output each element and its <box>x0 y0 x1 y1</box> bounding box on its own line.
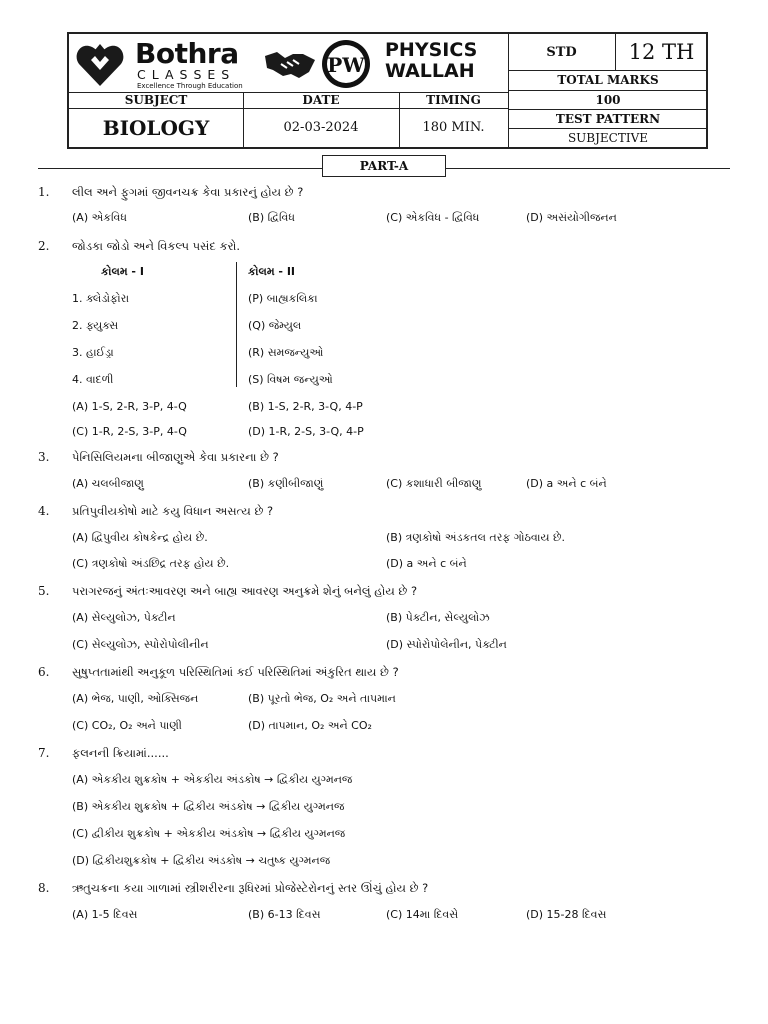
question-text: લીલ અને ફુગમાં જીવનચક્ર કેવા પ્રકારનું હોય છે ? <box>72 185 304 199</box>
option: (D) a અને c બંને <box>526 477 607 490</box>
handshake-icon <box>263 46 317 82</box>
column-heading: કોલમ - I <box>101 265 144 278</box>
match-right-item: (S) વિષમ જન્યુઓ <box>248 373 333 386</box>
match-right-item: (R) સમજન્યુઓ <box>248 346 324 359</box>
option: (B) પૂરતો ભેજ, O₂ અને તાપમાન <box>248 692 396 705</box>
option: (B) ત્રણકોષો અંડકતલ તરફ ગોઠવાય છે. <box>386 531 565 544</box>
question-text: પરાગરજનું અંતઃઆવરણ અને બાહ્ય આવરણ અનુક્રમે શેનું બનેલું હોય છે ? <box>72 584 418 598</box>
question-text: સુષુપ્તતામાંથી અનુકૂળ પરિસ્થિતિમાં કઈ પરિસ્થિતિમાં અંકુરિત થાય છે ? <box>72 665 399 679</box>
test-pattern-label: TEST PATTERN <box>555 111 661 126</box>
date-value: 02-03-2024 <box>283 120 359 135</box>
option: (D) દ્વિકીયશુક્રકોષ + દ્વિકીય અંડકોષ → ચતુષ્ક યુગ્મનજ <box>72 854 331 867</box>
question-number: 7. <box>38 746 50 760</box>
total-marks-value: 100 <box>595 92 621 107</box>
timing-label: TIMING <box>426 93 481 107</box>
match-right-item: (P) બાહ્યકલિકા <box>248 292 318 305</box>
question-text: જોડકા જોડો અને વિકલ્પ પસંદ કરો. <box>72 239 241 253</box>
option: (C) દ્વીકીય શુક્રકોષ + એકકીય અંડકોષ → દ્વિકીય યુગ્મનજ <box>72 827 346 840</box>
option: (C) 14મા દિવસે <box>386 908 459 921</box>
option: (B) 1-S, 2-R, 3-Q, 4-P <box>248 400 363 413</box>
question-number: 3. <box>38 450 50 464</box>
option: (B) 6-13 દિવસ <box>248 908 321 921</box>
question-number: 1. <box>38 185 50 199</box>
question-text: ફલનની ક્રિયામાં...... <box>72 746 169 760</box>
option: (C) એકવિધ - દ્વિવિધ <box>386 211 480 224</box>
question-number: 5. <box>38 584 50 598</box>
brand-name: Bothra <box>135 37 239 70</box>
match-left-item: 3. હાઈડ્રા <box>72 346 114 359</box>
question-number: 2. <box>38 239 50 253</box>
option: (A) 1-5 દિવસ <box>72 908 138 921</box>
question-text: ઋતુચક્રના કયા ગાળામાં સ્ત્રીશરીરના રૂધિરમાં પ્રોજેસ્ટેરોનનું સ્તર ઊંચું હોય છે ? <box>72 881 429 895</box>
option: (C) સેલ્યુલોઝ, સ્પોરોપોલીનીન <box>72 638 209 651</box>
pw-emblem-text: PW <box>327 53 365 77</box>
option: (C) ત્રણકોષો અંડછિદ્ર તરફ હોય છે. <box>72 557 230 570</box>
option: (A) સેલ્યુલોઝ, પેક્ટીન <box>72 611 176 624</box>
option: (A) દ્વિપુવીય કોષકેન્દ્ર હોય છે. <box>72 531 208 544</box>
option: (D) a અને c બંને <box>386 557 467 570</box>
match-left-item: 1. ક્લેડોફોરા <box>72 292 130 305</box>
question-text: પેનિસિલિયમના બીજાણુએ કેવા પ્રકારના છે ? <box>72 450 279 464</box>
total-marks-label: TOTAL MARKS <box>557 73 659 87</box>
option: (B) એકકીય શુક્રકોષ + દ્વિકીય અંડકોષ → દ્વિકીય યુગ્મનજ <box>72 800 345 813</box>
option: (D) 15-28 દિવસ <box>526 908 607 921</box>
test-pattern-value: SUBJECTIVE <box>567 130 649 145</box>
option: (C) CO₂, O₂ અને પાણી <box>72 719 182 732</box>
option: (A) 1-S, 2-R, 3-P, 4-Q <box>72 400 187 413</box>
part-label: PART-A <box>322 155 446 177</box>
option: (D) 1-R, 2-S, 3-Q, 4-P <box>248 425 364 438</box>
match-left-item: 2. ફ્યુક્સ <box>72 319 119 332</box>
option: (D) તાપમાન, O₂ અને CO₂ <box>248 719 372 732</box>
pw-line2: WALLAH <box>385 60 475 82</box>
option: (B) કણીબીજાણું <box>248 477 324 490</box>
std-value: 12 TH <box>628 40 695 64</box>
option: (A) એકવિધ <box>72 211 127 224</box>
option: (C) કશાધારી બીજાણુ <box>386 477 482 490</box>
column-heading: કોલમ - II <box>248 265 296 278</box>
question-text: પ્રતિપુવીયકોષો માટે કયુ વિધાન અસત્ય છે ? <box>72 504 274 518</box>
brand-sub: CLASSES <box>137 67 236 82</box>
brand-tagline: Excellence Through Education <box>137 82 243 90</box>
column-divider <box>236 262 237 387</box>
pw-line1: PHYSICS <box>385 39 478 61</box>
question-number: 4. <box>38 504 50 518</box>
subject-value: BIOLOGY <box>102 115 210 140</box>
pw-emblem-icon <box>320 38 372 90</box>
option: (D) અસંયોગીજનન <box>526 211 617 224</box>
question-number: 8. <box>38 881 50 895</box>
subject-label: SUBJECT <box>124 93 188 107</box>
date-label: DATE <box>302 93 340 107</box>
option: (B) દ્વિવિધ <box>248 211 295 224</box>
question-number: 6. <box>38 665 50 679</box>
option: (C) 1-R, 2-S, 3-P, 4-Q <box>72 425 187 438</box>
option: (A) એકકીય શુક્રકોષ + એકકીય અંડકોષ → દ્વિકીય યુગ્મનજ <box>72 773 353 786</box>
option: (D) સ્પોરોપોલેનીન, પેક્ટીન <box>386 638 507 651</box>
std-label: STD <box>546 44 577 60</box>
option: (A) ભેજ, પાણી, ઓક્સિજન <box>72 692 199 705</box>
option: (A) ચલબીજાણુ <box>72 477 144 490</box>
heart-logo-icon <box>75 40 125 88</box>
match-left-item: 4. વાદળી <box>72 373 114 386</box>
timing-value: 180 MIN. <box>422 120 485 135</box>
match-right-item: (Q) જેમ્યુલ <box>248 319 302 332</box>
option: (B) પેક્ટીન, સેલ્યુલોઝ <box>386 611 490 624</box>
bothra-logo <box>75 38 263 90</box>
header-table <box>67 32 708 149</box>
